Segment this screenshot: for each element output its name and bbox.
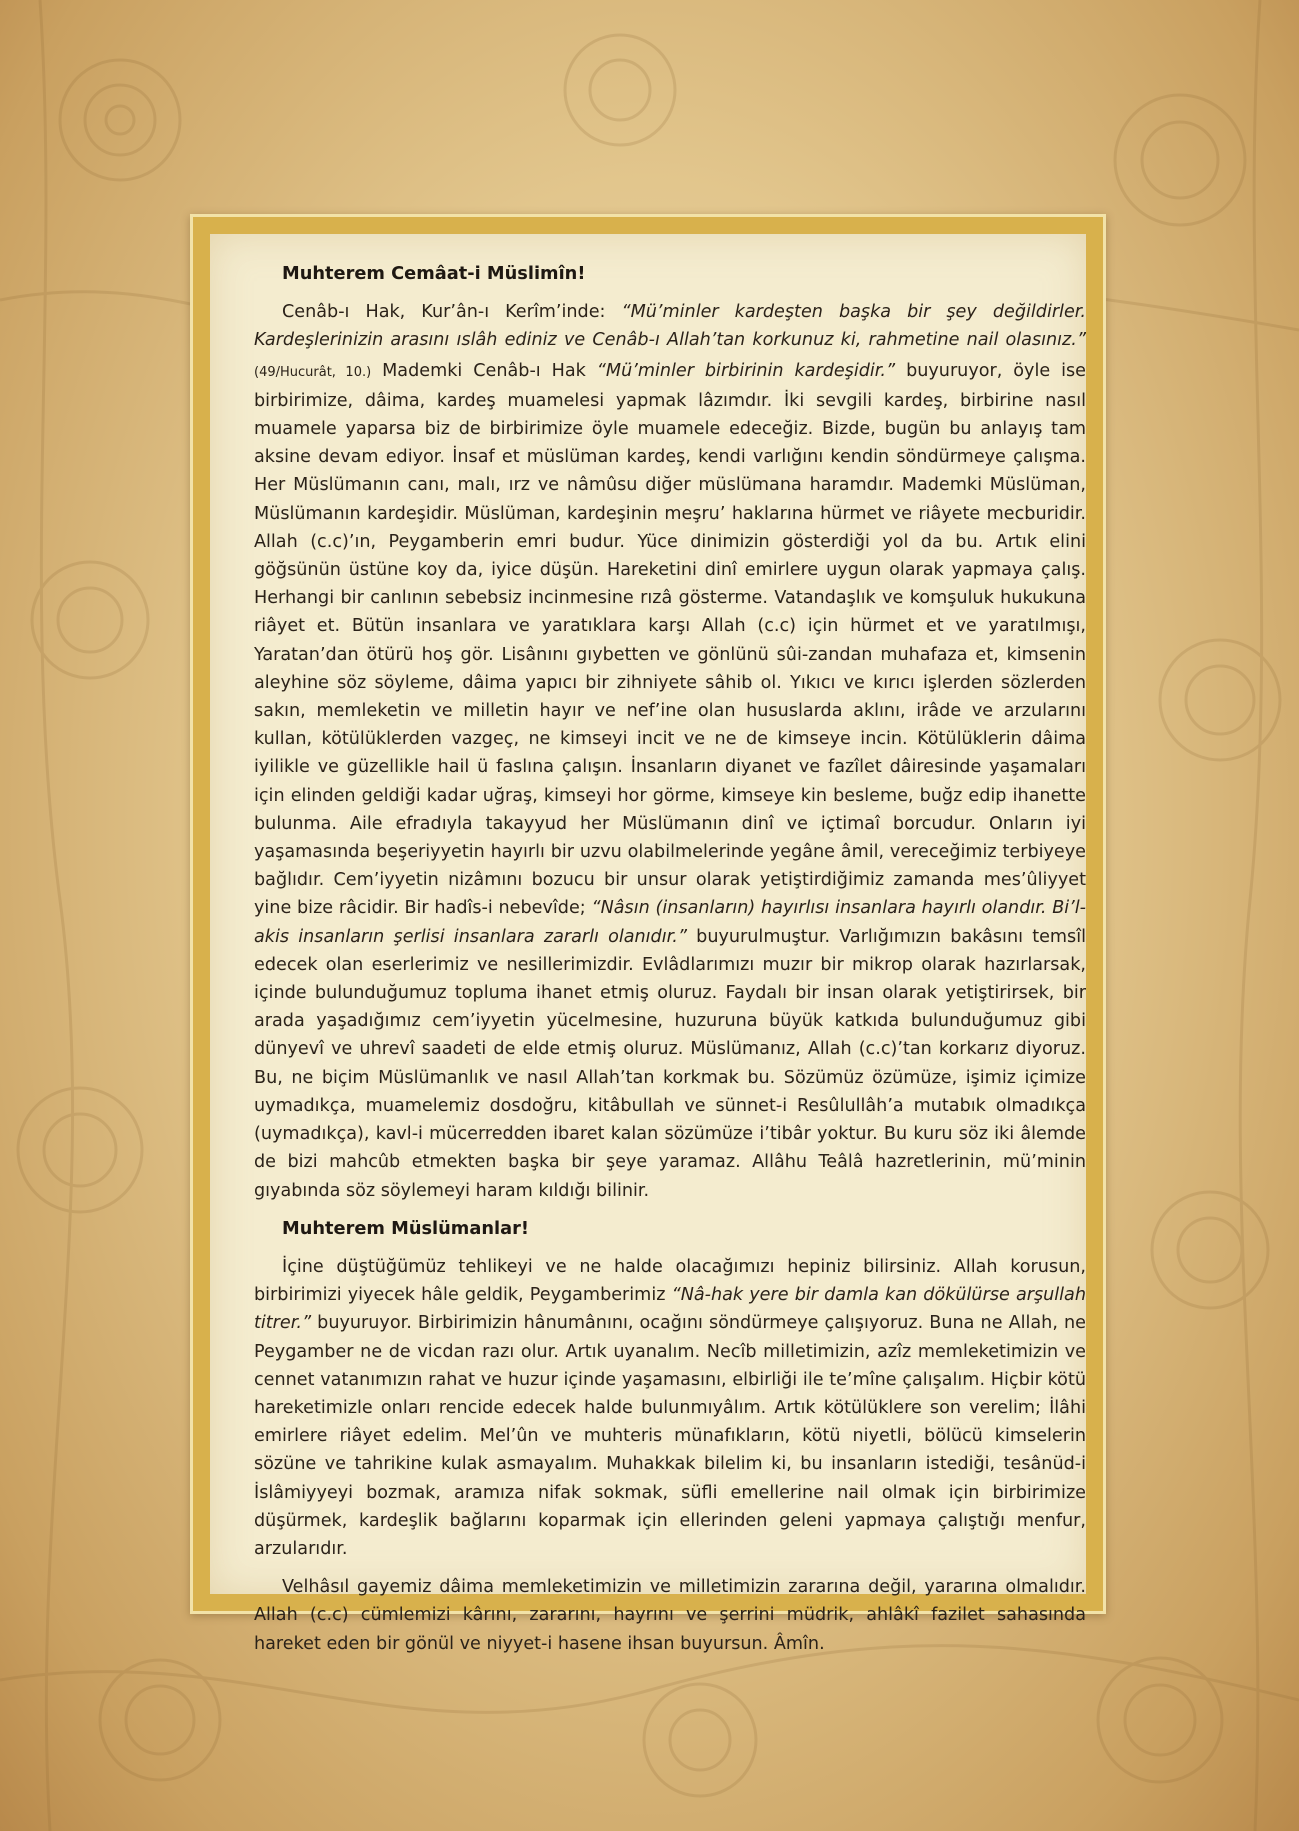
p1-text-c: buyuruyor, öyle ise birbirimize, dâima, kardeş muamelesi yapmak lâzımdır. İki sevgili kardeş, birbirine nasıl muamele yaparsa biz de birbirimize öyle muamele edeceğiz. Bizde, bugün bu anlayış tam aksine devam ediyor. İnsaf et müslüman kardeş, kendi varlığını kendin söndürmeye çalışma. Her Müslümanın canı, malı, ırz ve nâmûsu diğer müslümana haramdır. Mademki Müslüman, Müslümanın kardeşidir. Müslüman, kardeşinin meşru’ haklarına hürmet ve riâyete mecburidir. Allah (c.c)’ın, Peygamberin emri budur. Yüce dinimizin gösterdiği yol da bu. Artık elini göğsünün üstüne koy da, iyice düşün. Hareketini dinî emirlere uygun olarak yapmaya çalış. Herhangi bir canlının sebebsiz incinmesine rızâ gösterme. Vatandaşlık ve komşuluk hukukuna riâyet et. Bütün insanlara ve yaratıklara karşı Allah (c.c) için hürmet et ve yaratılmışı, Yaratan’dan ötürü hoş gör. Lisânını gıybetten ve gönlünü sûi-zandan muhafaza et, kimsenin aleyhine söz söyleme, dâima yapıcı bir zihniyete sâhib ol. Yıkıcı ve kırıcı işlerden sözlerden sakın, memleketin ve milletin hayır ve nef’ine olan hususlarda aklını, irâde ve arzularını kullan, kötülüklerden vazgeç, ne kimseyi incit ve ne de kimseye incin. Kötülüklerin dâima iyilikle ve güzellikle hail ü faslına çalışın. İnsanların diyanet ve fazîlet dâiresinde yaşamaları için elinden geldiği kadar uğraş, kimseyi hor görme, kimseye kin besleme, buğz edip ihanette bulunma. Aile efradıyla takayyud her Müslümanın dinî ve içtimaî borcudur. Onların iyi yaşamasında beşeriyyetin hayırlı bir uzvu olabilmelerinde yegâne âmil, vereceğimiz terbiyeye bağlıdır. Cem’iyyetin nizâmını bozucu bir unsur olarak yetiştirdiğimiz zamanda mes’ûliyyet yine bize râcidir. Bir hadîs-i nebevîde;: [254, 360, 1086, 919]
paragraph-2: [254, 1253, 1086, 1563]
text-page: [210, 234, 1087, 1654]
p1-text-a: Cenâb-ı Hak, Kur’ân-ı Kerîm’inde:: [282, 302, 622, 323]
sermon-text: [254, 260, 1086, 1668]
paragraph-1: [254, 298, 1086, 1205]
p1-quote-3: “Nâsın (insanların) hayırlısı insanlara hayırlı olandır. Bi’l-akis insanların şerlisi insanlara zararlı olanıdır.”: [254, 898, 1086, 947]
p1-quote-2: “Mü’minler birbirinin kardeşidir.”: [596, 360, 896, 381]
heading-muslumanlar: Muhterem Müslümanlar!: [282, 1217, 529, 1239]
paragraph-3: Velhâsıl gayemiz dâima memleketimizin ve milletimizin zararına değil, yararına olmalıdır. Allah (c.c) cümlemizi kârını, zararını, hayrını ve şerrini müdrik, ahlâkî fazilet sahasında hareket eden bir gönül ve niyyet-i hasene ihsan buyursun. Âmîn.: [254, 1577, 1086, 1654]
p2-quote-1: “Nâ-hak yere bir damla kan dökülürse arşullah titrer.”: [254, 1285, 1086, 1334]
p1-quote-1: “Mü’minler kardeşten başka bir şey değildirler. Kardeşlerinizin arasını ıslâh ediniz ve Cenâb-ı Allah’tan korkunuz ki, rahmetine nail olasınız.”: [254, 302, 1086, 351]
gold-frame: [190, 214, 1106, 1654]
p1-text-b: Mademki Cenâb-ı Hak: [371, 360, 597, 381]
p1-text-d: buyurulmuştur. Varlığımızın bakâsını temsîl edecek olan eserlerimiz ve nesillerimizdir. Evlâdlarımızı muzır bir mikrop olarak hazırlarsak, içinde bulunduğumuz topluma ihanet etmiş oluruz. Faydalı bir insan olarak yetiştirirsek, bir arada yaşadığımız cem’iyyetin yücelmesine, huzuruna büyük katkıda bulunduğumuz gibi dünyevî ve uhrevî saadeti de elde etmiş oluruz. Müslümanız, Allah (c.c)’tan korkarız diyoruz. Bu, ne biçim Müslümanlık ve nasıl Allah’tan korkmak bu. Sözümüz özümüze, işimiz içimize uymadıkça, muamelemiz dosdoğru, kitâbullah ve sünnet-i Resûlullâh’a mutabık olmadıkça (uymadıkça), kavl-i mücerredden ibaret kalan sözümüze i’tibâr yoktur. Bu kuru söz iki âlemde de bizi mahcûb etmekten başka bir şeye yaramaz. Allâhu Teâlâ hazretlerinin, mü’minin gıyabında söz söylemeyi haram kıldığı bilinir.: [254, 926, 1087, 1201]
p2-text-b: buyuruyor. Birbirimizin hânumânını, ocağını söndürmeye çalışıyoruz. Buna ne Allah, ne Peygamber ne de vicdan razı olur. Artık uyanalım. Necîb milletimizin, azîz memleketimizin ve cennet vatanımızın rahat ve huzur içinde yaşamasını, elbirliği ile te’mîne çalışalım. Hiçbir kötü hareketimizle onları rencide edecek halde bulunmıyâlım. Artık kötülüklere son verelim; İlâhi emirlere riâyet edelim. Mel’ûn ve muhteris münafıkların, kötü niyetli, bölücü kimselerin sözüne ve tahrikine kulak asmayalım. Muhakkak bilelim ki, bu insanların istediği, tesânüd-i İslâmiyyeyi bozmak, aramıza nifak sokmak, süfli emellerine nail olmak için birbirimize düşürmek, kardeşlik bağlarını koparmak için ellerinden geleni yapmaya çalıştığı menfur, arzularıdır.: [254, 1313, 1086, 1559]
p2-text-a: İçine düştüğümüz tehlikeyi ve ne halde olacağımızı hepiniz bilirsiniz. Allah korusun, birbirimizi yiyecek hâle geldik, Peygamberimiz: [254, 1256, 1086, 1306]
p1-reference: (49/Hucurât, 10.): [254, 364, 372, 380]
heading-cemaat: Muhterem Cemâat-i Müslimîn!: [282, 263, 586, 284]
